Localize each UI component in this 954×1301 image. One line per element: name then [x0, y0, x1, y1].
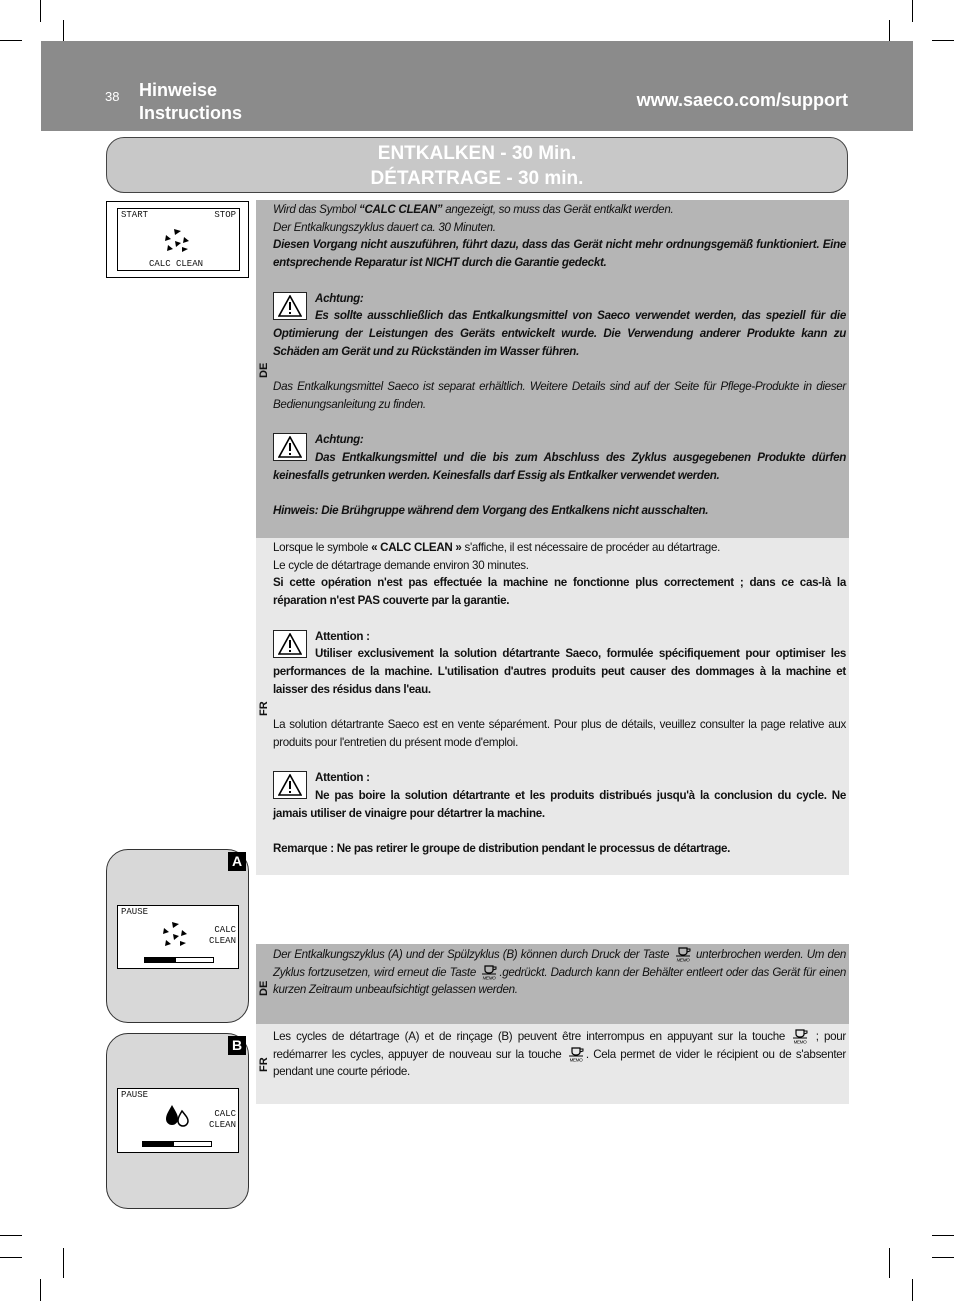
section-title-fr: DÉTARTRAGE - 30 min. — [370, 168, 584, 189]
memo-label: MEMO — [482, 975, 496, 981]
memo-label: MEMO — [569, 1057, 583, 1063]
de-caution-1 — [273, 290, 846, 361]
figure-label-a: A — [228, 852, 246, 871]
header-title-de: Hinweise — [139, 80, 218, 100]
progress-fill-a — [145, 958, 176, 962]
fr-p1-start: Lorsque le symbole — [273, 541, 372, 554]
language-label-fr: FR — [258, 701, 270, 716]
descaling-arrows-icon — [160, 920, 190, 948]
crop-mark — [40, 1279, 41, 1301]
fr-caution-1-text: Utiliser exclusivement la solution détartrante Saeco, formulée spécifiquement pour optimiser les performances de la machine. L'utilisation d'autres produits peut causer des dommages à la machine et laisser des résidus dans l'eau. — [273, 647, 846, 696]
de-symbol-sentence — [273, 201, 846, 219]
de-p1-end: angezeigt, so muss das Gerät entkalkt werden. — [442, 203, 674, 216]
page-number: 38 — [105, 89, 120, 104]
progress-bar-a — [144, 957, 214, 963]
fr-duration: Le cycle de détartrage demande environ 30 minutes. — [273, 558, 529, 572]
display-screen-main — [106, 201, 249, 278]
fr-pause-part1: Les cycles de détartrage (A) et de rinçage (B) peuvent être interrompus en appuyant sur la touche — [273, 1030, 791, 1043]
lcd-pause-label: PAUSE — [121, 907, 149, 917]
section-title — [106, 137, 848, 193]
progress-bar-b — [142, 1141, 212, 1147]
crop-mark — [932, 1235, 954, 1236]
device-screen-a — [106, 849, 249, 1023]
fr-pause-part2: ; pour redémarrer les cycles, appuyer de nouveau sur la touche — [273, 1030, 846, 1061]
de-availability: Das Entkalkungsmittel Saeco ist separat erhältlich. Weitere Details sind auf der Seite für Pflege-Produkte in dieser Bedienungsanleitung zu finden. — [273, 380, 846, 411]
de-pause-part3: .gedrückt. Dadurch kann der Behälter entleert oder das Gerät für einen kurzen Zeitraum unbeaufsichtigt gelassen werden. — [273, 965, 846, 997]
crop-mark — [912, 1279, 913, 1301]
support-url: www.saeco.com/support — [636, 90, 848, 110]
memo-label: MEMO — [794, 1039, 807, 1045]
memo-button-icon — [790, 1029, 810, 1044]
fr-caution-2-text: Ne pas boire la solution détartrante et les produits distribués jusqu'à la conclusion du cycle. Ne jamais utiliser de vinaigre pour détartrer la machine. — [273, 788, 846, 820]
fr-availability: La solution détartrante Saeco est en vente séparément. Pour plus de détails, veuillez consulter la page relative aux produits pour l'entretien du présent mode d'emploi. — [273, 718, 846, 749]
progress-fill-b — [143, 1142, 174, 1146]
memo-button-icon — [566, 1047, 586, 1062]
crop-mark — [932, 40, 954, 41]
warning-icon — [273, 771, 307, 799]
de-caution-1-text: Es sollte ausschließlich das Entkalkungsmittel von Saeco verwendet werden, das speziell für die Optimierung der Leistungen des Geräts entwickelt wurde. Die Verwendung anderer Produkte kann zu Schäden am Gerät und zu Rückständen im Wasser führen. — [273, 309, 846, 358]
instructions-de — [256, 200, 849, 538]
pause-instructions-fr — [256, 1024, 849, 1104]
header-title-en: Instructions — [139, 103, 243, 123]
crop-mark — [63, 1248, 64, 1278]
lcd-clean-label: CLEAN — [208, 936, 236, 946]
lcd-calc-clean-label: CALC CLEAN — [149, 259, 204, 269]
fr-calc-clean-term: « CALC CLEAN » — [371, 541, 462, 554]
de-caution-1-title: Achtung: — [315, 291, 364, 305]
memo-button-icon — [479, 965, 499, 980]
pause-instructions-de — [256, 944, 849, 1024]
crop-mark — [0, 40, 22, 41]
fr-caution-1 — [273, 628, 846, 699]
fr-caution-2-title: Attention : — [315, 771, 370, 785]
lcd-panel-b — [117, 1088, 239, 1153]
water-drops-icon — [164, 1103, 190, 1129]
de-duration: Der Entkalkungszyklus dauert ca. 30 Minuten. — [273, 220, 496, 234]
memo-label: MEMO — [676, 957, 690, 963]
figure-label-b: B — [228, 1036, 246, 1055]
page-header — [41, 41, 913, 131]
fr-p1-end: s'affiche, il est nécessaire de procéder au détartrage. — [461, 541, 721, 554]
fr-caution-1-title: Attention : — [315, 629, 370, 643]
de-p1-start: Wird das Symbol — [273, 203, 359, 216]
crop-mark — [0, 1257, 22, 1258]
descaling-arrows-icon — [162, 227, 192, 253]
warning-icon — [273, 292, 307, 320]
language-label-fr: FR — [258, 1057, 270, 1072]
lcd-panel-a — [117, 905, 239, 969]
lcd-calc-label: CALC — [214, 925, 236, 935]
de-warranty-warning: Diesen Vorgang nicht auszuführen, führt dazu, dass das Gerät nicht mehr ordnungsgemäß funktioniert. Eine entsprechende Reparatur ist NICHT durch die Garantie gedeckt. — [273, 238, 846, 270]
language-label-de: DE — [258, 980, 270, 996]
device-screen-b — [106, 1033, 249, 1209]
de-caution-2-title: Achtung: — [315, 433, 364, 447]
fr-caution-2 — [273, 769, 846, 822]
crop-mark — [912, 0, 913, 22]
crop-mark — [0, 1235, 22, 1236]
de-calc-clean-term: “CALC CLEAN” — [358, 203, 443, 216]
de-caution-2-text: Das Entkalkungsmittel und die bis zum Abschluss des Zyklus ausgegebenen Produkte dürfen keinesfalls getrunken werden. Keinesfalls darf Essig als Entkalker verwendet werden. — [273, 450, 846, 482]
de-pause-part1: Der Entkalkungszyklus (A) und der Spülzyklus (B) können durch Druck der Taste — [273, 948, 673, 961]
crop-mark — [889, 1248, 890, 1278]
lcd-stop-label: STOP — [214, 210, 236, 220]
fr-warranty-warning: Si cette opération n'est pas effectuée la machine ne fonctionne plus correctement ; dans ce cas-là la réparation n'est PAS couverte par la garantie. — [273, 576, 846, 608]
fr-symbol-sentence — [273, 539, 846, 557]
lcd-panel — [117, 208, 240, 271]
lcd-pause-label: PAUSE — [121, 1090, 149, 1100]
de-note: Hinweis: Die Brühgruppe während dem Vorgang des Entkalkens nicht ausschalten. — [273, 503, 709, 517]
language-label-de: DE — [258, 362, 270, 378]
lcd-clean-label: CLEAN — [208, 1120, 236, 1130]
memo-button-icon — [673, 947, 693, 962]
lcd-start-label: START — [121, 210, 149, 220]
crop-mark — [40, 0, 41, 22]
section-title-de: ENTKALKEN - 30 Min. — [377, 143, 577, 164]
crop-mark — [932, 1257, 954, 1258]
warning-icon — [273, 433, 307, 461]
fr-pause-part3: . Cela permet de vider le récipient ou de s'absenter pendant une courte période. — [273, 1047, 846, 1079]
instructions-de-text — [273, 201, 846, 520]
warning-icon — [273, 630, 307, 658]
header-title — [139, 79, 242, 125]
fr-pause-text — [273, 1028, 846, 1081]
de-pause-part2: unterbrochen werden. Um den Zyklus fortzusetzen, wird erneut die Taste — [273, 948, 846, 979]
de-caution-2 — [273, 431, 846, 484]
de-pause-text — [273, 946, 846, 999]
fr-note: Remarque : Ne pas retirer le groupe de distribution pendant le processus de détartrage. — [273, 841, 731, 855]
lcd-calc-label: CALC — [214, 1109, 236, 1119]
instructions-fr-text — [273, 539, 846, 858]
instructions-fr — [256, 538, 849, 875]
